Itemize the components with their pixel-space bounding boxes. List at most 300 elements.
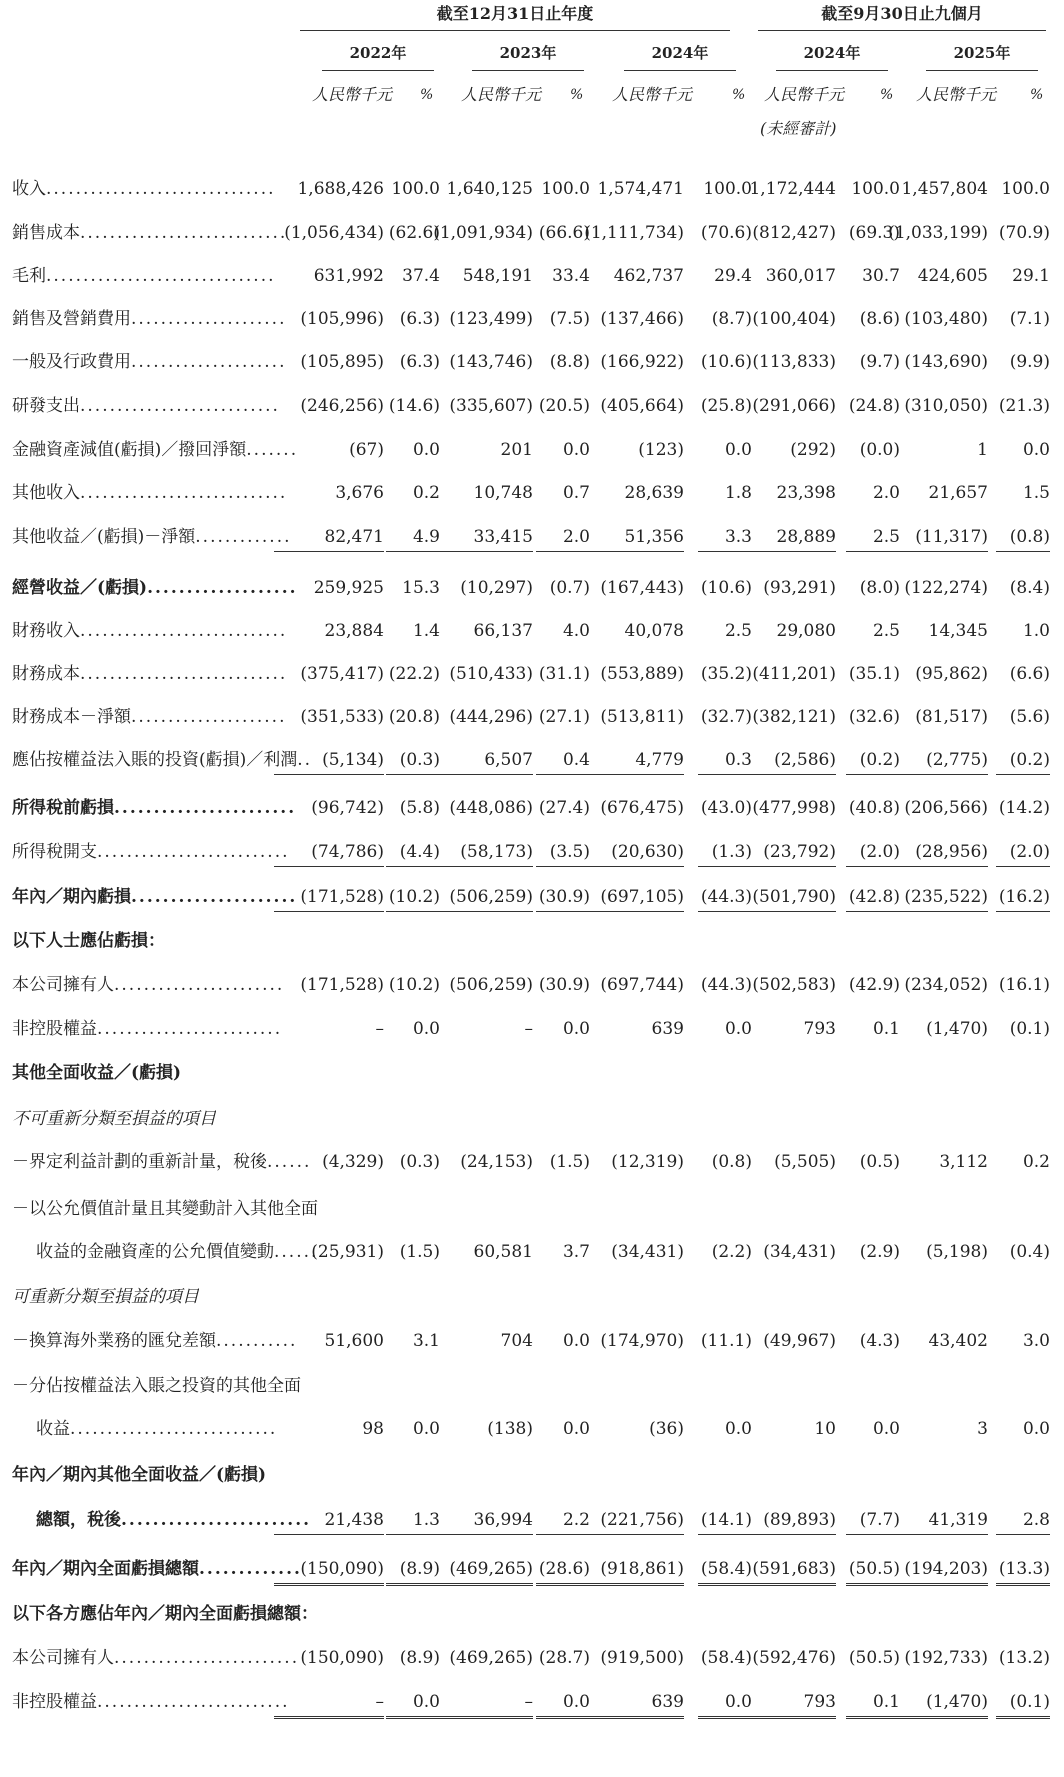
table-row — [0, 348, 1064, 376]
row-label — [12, 479, 287, 507]
leader-dots: ...... — [274, 1242, 319, 1262]
amount-cell: (143,690) — [904, 352, 988, 372]
percent-cell: (8.9) — [386, 1555, 440, 1586]
percent-cell: (8.9) — [399, 1648, 440, 1668]
percent-cell: 30.7 — [862, 266, 900, 286]
unit-header: 人民幣千元 — [312, 85, 393, 104]
amount-cell: 66,137 — [473, 621, 533, 641]
amount-cell: (96,742) — [311, 798, 384, 818]
percent-cell: (8.0) — [859, 578, 900, 598]
table-row — [0, 703, 1064, 731]
percent-cell: 0.0 — [724, 1019, 752, 1039]
amount-cell: 3,676 — [335, 483, 384, 503]
amount-cell: 1,574,471 — [597, 179, 684, 199]
row-label-text: －換算海外業務的匯兌差額 — [12, 1331, 216, 1351]
row-label-text: 財務收入 — [12, 621, 80, 641]
amount-cell: 36,994 — [423, 1506, 533, 1535]
row-label-text: 不可重新分類至損益的項目 — [12, 1109, 216, 1129]
percent-cell: (7.1) — [1009, 309, 1050, 329]
percent-cell: 37.4 — [402, 266, 440, 286]
percent-cell: (5.8) — [399, 798, 440, 818]
amount-cell: (150,090) — [274, 1555, 384, 1586]
amount-cell: 3 — [977, 1419, 988, 1439]
amount-cell: (122,274) — [904, 578, 988, 598]
percent-cell: (0.8) — [996, 523, 1050, 552]
row-label-text: 所得稅開支 — [12, 842, 97, 862]
amount-cell: (137,466) — [600, 309, 684, 329]
year-header: 2023年 — [499, 44, 557, 62]
amount-cell: (918,861) — [574, 1555, 684, 1586]
percent-cell: (6.3) — [399, 352, 440, 372]
row-label-text: 年內／期內虧損 — [12, 887, 131, 907]
leader-dots: ............. — [199, 1559, 302, 1579]
amount-cell: 1 — [977, 440, 988, 460]
percent-cell: (32.6) — [848, 707, 900, 727]
row-label-text: 非控股權益 — [12, 1692, 97, 1712]
row-label — [12, 1105, 216, 1133]
percent-cell: 0.0 — [536, 1688, 590, 1719]
row-label-text: 收益 — [36, 1419, 70, 1439]
amount-cell: (58,173) — [423, 838, 533, 867]
percent-cell: 100.0 — [541, 179, 590, 199]
amount-cell: (49,967) — [763, 1331, 836, 1351]
amount-cell: (113,833) — [752, 352, 836, 372]
amount-cell: 4,779 — [574, 746, 684, 775]
percent-cell: 0.0 — [412, 440, 440, 460]
row-label-text: 可重新分類至損益的項目 — [12, 1287, 199, 1307]
percent-cell: (27.1) — [538, 707, 590, 727]
percent-cell: (1.3) — [698, 838, 752, 867]
percent-cell: 100.0 — [1001, 179, 1050, 199]
percent-cell: (20.8) — [388, 707, 440, 727]
percent-cell: (1.5) — [549, 1152, 590, 1172]
amount-cell: – — [524, 1019, 533, 1039]
amount-cell: (235,522) — [878, 883, 988, 912]
amount-cell: (10,297) — [460, 578, 533, 598]
leader-dots: ............................... — [46, 266, 276, 286]
row-label — [12, 1688, 290, 1716]
amount-cell: 14,345 — [928, 621, 988, 641]
percent-cell: 2.2 — [536, 1506, 590, 1535]
amount-cell: (382,121) — [752, 707, 836, 727]
amount-cell: (513,811) — [600, 707, 684, 727]
percent-cell: (0.2) — [996, 746, 1050, 775]
row-label — [36, 1415, 277, 1443]
leader-dots: ........................ — [121, 1510, 312, 1530]
row-label — [12, 660, 287, 688]
amount-cell: (506,259) — [449, 975, 533, 995]
amount-cell: 793 — [726, 1688, 836, 1719]
table-row — [0, 219, 1064, 247]
amount-cell: 41,319 — [878, 1506, 988, 1535]
table-row — [0, 883, 1064, 911]
percent-cell: (42.8) — [846, 883, 900, 912]
unit-header: 人民幣千元 — [461, 85, 542, 104]
amount-cell: 28,889 — [726, 523, 836, 552]
amount-cell: (697,105) — [574, 883, 684, 912]
percent-cell: (32.7) — [700, 707, 752, 727]
row-label-text: 以下各方應佔年內／期內全面虧損總額： — [12, 1604, 318, 1624]
year-header: 2022年 — [349, 44, 407, 62]
percent-cell: (44.3) — [698, 883, 752, 912]
percent-cell: (8.4) — [1009, 578, 1050, 598]
row-label-text: 收入 — [12, 179, 46, 199]
header-nine-months: 截至9月30日止九個月 — [821, 4, 983, 23]
header-annual: 截至12月31日止年度 — [436, 4, 594, 23]
table-row — [0, 1415, 1064, 1443]
amount-cell: (36) — [649, 1419, 684, 1439]
amount-cell: 28,639 — [624, 483, 684, 503]
amount-cell: (123) — [638, 440, 684, 460]
percent-cell: 0.0 — [412, 1019, 440, 1039]
amount-cell: (510,433) — [449, 664, 533, 684]
leader-dots: ...... — [267, 1152, 312, 1172]
percent-cell: (70.9) — [998, 223, 1050, 243]
amount-cell: 21,657 — [928, 483, 988, 503]
amount-cell: – — [423, 1688, 533, 1719]
header-nine-months-rule — [758, 30, 1046, 31]
amount-cell: (123,499) — [449, 309, 533, 329]
percent-cell: 0.0 — [698, 1688, 752, 1719]
percent-cell: 0.0 — [1022, 440, 1050, 460]
year-header-rule — [322, 70, 434, 71]
row-label-text: 其他收益／(虧損)－淨額 — [12, 527, 196, 547]
percent-cell: (4.4) — [386, 838, 440, 867]
amount-cell: 793 — [803, 1019, 836, 1039]
row-label-text: 銷售及營銷費用 — [12, 309, 131, 329]
year-header: 2024年 — [803, 44, 861, 62]
row-label — [12, 1283, 199, 1311]
table-row — [0, 1015, 1064, 1043]
table-row — [0, 927, 1064, 955]
amount-cell: 60,581 — [473, 1242, 533, 1262]
percent-cell: 1.3 — [386, 1506, 440, 1535]
percent-cell: (0.0) — [859, 440, 900, 460]
percent-cell: (0.4) — [1009, 1242, 1050, 1262]
amount-cell: (676,475) — [600, 798, 684, 818]
amount-cell: (291,066) — [752, 396, 836, 416]
amount-cell: (2,586) — [726, 746, 836, 775]
percent-cell: (10.2) — [386, 883, 440, 912]
row-label — [12, 1644, 299, 1672]
amount-cell: 1,457,804 — [901, 179, 988, 199]
amount-cell: (81,517) — [915, 707, 988, 727]
percent-cell: (0.5) — [859, 1152, 900, 1172]
percent-cell: 100.0 — [391, 179, 440, 199]
table-row — [0, 305, 1064, 333]
row-label-text: 其他收入 — [12, 483, 80, 503]
amount-cell: (171,528) — [300, 975, 384, 995]
row-label — [12, 348, 286, 376]
percent-cell: (31.1) — [538, 664, 590, 684]
amount-cell: (1,033,199) — [888, 223, 988, 243]
amount-cell: (167,443) — [600, 578, 684, 598]
amount-cell: (221,756) — [574, 1506, 684, 1535]
amount-cell: (150,090) — [300, 1648, 384, 1668]
table-row — [0, 617, 1064, 645]
percent-cell: 33.4 — [552, 266, 590, 286]
table-row — [0, 479, 1064, 507]
row-label — [12, 838, 290, 866]
amount-cell: 704 — [500, 1331, 533, 1351]
percent-cell: 0.0 — [562, 1019, 590, 1039]
percent-cell: (8.6) — [859, 309, 900, 329]
amount-cell: 360,017 — [765, 266, 836, 286]
table-row — [0, 1644, 1064, 1672]
row-label-text: 其他全面收益／(虧損) — [12, 1063, 182, 1083]
amount-cell: 10 — [814, 1419, 836, 1439]
amount-cell: 259,925 — [313, 578, 384, 598]
percent-header: % — [732, 87, 746, 103]
row-label — [12, 1015, 282, 1043]
leader-dots: ..................... — [131, 352, 287, 372]
amount-cell: (206,566) — [904, 798, 988, 818]
percent-cell: (70.6) — [700, 223, 752, 243]
percent-cell: (2.9) — [859, 1242, 900, 1262]
year-header: 2025年 — [953, 44, 1011, 62]
percent-cell: 0.4 — [536, 746, 590, 775]
row-label — [12, 703, 286, 731]
amount-cell: (448,086) — [449, 798, 533, 818]
leader-dots: ..................... — [131, 309, 287, 329]
amount-cell: (501,790) — [726, 883, 836, 912]
percent-cell: (42.9) — [848, 975, 900, 995]
percent-cell: 29.4 — [714, 266, 752, 286]
percent-cell: (8.8) — [549, 352, 590, 372]
amount-cell: 98 — [362, 1419, 384, 1439]
percent-cell: (7.5) — [549, 309, 590, 329]
amount-cell: (506,259) — [423, 883, 533, 912]
row-label-text: 財務成本 — [12, 664, 80, 684]
percent-cell: (22.2) — [388, 664, 440, 684]
percent-cell: 0.1 — [872, 1019, 900, 1039]
row-label — [12, 175, 276, 203]
amount-cell: (74,786) — [274, 838, 384, 867]
amount-cell: (375,417) — [300, 664, 384, 684]
leader-dots: ............. — [195, 527, 292, 547]
percent-cell: (13.2) — [998, 1648, 1050, 1668]
row-label — [12, 1600, 318, 1628]
percent-cell: (10.6) — [700, 352, 752, 372]
leader-dots: ....................... — [114, 975, 285, 995]
amount-cell: (351,533) — [300, 707, 384, 727]
amount-cell: 40,078 — [624, 621, 684, 641]
percent-cell: (50.5) — [848, 1648, 900, 1668]
table-row — [0, 1105, 1064, 1133]
row-label-text: 應佔按權益法入賬的投資(虧損)／利潤 — [12, 750, 298, 770]
leader-dots: .......................... — [97, 1692, 290, 1712]
percent-cell: 3.1 — [412, 1331, 440, 1351]
amount-cell: (697,744) — [600, 975, 684, 995]
row-label — [12, 1148, 311, 1176]
amount-cell: 10,748 — [473, 483, 533, 503]
leader-dots: ....................... — [114, 798, 297, 818]
percent-cell: (2.2) — [711, 1242, 752, 1262]
row-label — [12, 971, 284, 999]
percent-cell: (35.1) — [848, 664, 900, 684]
amount-cell: 548,191 — [462, 266, 533, 286]
row-label-text: 總額，稅後 — [36, 1510, 121, 1530]
percent-cell: 0.0 — [1022, 1419, 1050, 1439]
row-label-text: 年內／期內全面虧損總額 — [12, 1559, 199, 1579]
row-label — [12, 219, 287, 247]
amount-cell: 631,992 — [313, 266, 384, 286]
row-label — [12, 1059, 181, 1087]
leader-dots: ................... — [147, 578, 298, 598]
percent-cell: (0.8) — [711, 1152, 752, 1172]
amount-cell: (138) — [487, 1419, 533, 1439]
percent-cell: (1.5) — [399, 1242, 440, 1262]
percent-cell: 0.2 — [412, 483, 440, 503]
amount-cell: – — [274, 1688, 384, 1719]
leader-dots: ........................... — [80, 396, 280, 416]
amount-cell: 639 — [651, 1019, 684, 1039]
table-row — [0, 1506, 1064, 1534]
row-label — [12, 927, 165, 955]
amount-cell: (192,733) — [904, 1648, 988, 1668]
table-row — [0, 262, 1064, 290]
amount-cell: (592,476) — [752, 1648, 836, 1668]
percent-cell: (16.1) — [998, 975, 1050, 995]
unit-header: 人民幣千元 — [764, 85, 845, 104]
amount-cell: 82,471 — [274, 523, 384, 552]
row-label-text: 金融資產減值(虧損)／撥回淨額 — [12, 440, 247, 460]
table-row — [0, 838, 1064, 866]
percent-cell: (14.1) — [698, 1506, 752, 1535]
table-row — [0, 1555, 1064, 1583]
percent-cell: (0.1) — [996, 1688, 1050, 1719]
row-label — [36, 1506, 311, 1534]
amount-cell: (5,505) — [774, 1152, 836, 1172]
leader-dots: ........... — [216, 1331, 298, 1351]
leader-dots: ..................... — [131, 707, 287, 727]
amount-cell: 201 — [500, 440, 533, 460]
percent-cell: (0.1) — [1009, 1019, 1050, 1039]
percent-cell: 0.0 — [412, 1419, 440, 1439]
amount-cell: (246,256) — [300, 396, 384, 416]
percent-cell: 1.0 — [1022, 621, 1050, 641]
amount-cell: (34,431) — [611, 1242, 684, 1262]
row-label-text: 以下人士應佔虧損： — [12, 931, 165, 951]
percent-cell: 3.0 — [1022, 1331, 1050, 1351]
amount-cell: (411,201) — [752, 664, 836, 684]
leader-dots: ............................ — [80, 664, 288, 684]
percent-cell: 0.0 — [562, 1331, 590, 1351]
percent-cell: (10.6) — [700, 578, 752, 598]
percent-cell: (28.6) — [536, 1555, 590, 1586]
percent-cell: (3.5) — [536, 838, 590, 867]
year-header-rule — [926, 70, 1038, 71]
amount-cell: (23,792) — [726, 838, 836, 867]
leader-dots: .. — [297, 750, 313, 770]
row-label — [12, 392, 280, 420]
amount-cell: (310,050) — [904, 396, 988, 416]
percent-cell: 4.9 — [386, 523, 440, 552]
amount-cell: (105,895) — [300, 352, 384, 372]
percent-cell: (2.0) — [846, 838, 900, 867]
amount-cell: 462,737 — [613, 266, 684, 286]
table-row — [0, 1283, 1064, 1311]
row-label — [12, 523, 292, 551]
percent-cell: (7.7) — [846, 1506, 900, 1535]
unit-header: 人民幣千元 — [612, 85, 693, 104]
row-label — [12, 574, 298, 602]
leader-dots: ............................... — [46, 179, 276, 199]
table-row — [0, 436, 1064, 464]
row-label — [12, 1555, 302, 1583]
amount-cell: (166,922) — [600, 352, 684, 372]
amount-cell: 639 — [574, 1688, 684, 1719]
percent-cell: 3.7 — [562, 1242, 590, 1262]
amount-cell: (444,296) — [449, 707, 533, 727]
unaudited-note: (未經審計) — [760, 119, 837, 138]
row-label — [12, 794, 296, 822]
amount-cell: (143,746) — [449, 352, 533, 372]
row-label-text: 經營收益／(虧損) — [12, 578, 148, 598]
amount-cell: (11,317) — [878, 523, 988, 552]
percent-cell: (30.9) — [538, 975, 590, 995]
percent-cell: 100.0 — [703, 179, 752, 199]
percent-cell: (58.4) — [700, 1648, 752, 1668]
year-header-rule — [472, 70, 584, 71]
table-row — [0, 746, 1064, 774]
table-row — [0, 1600, 1064, 1628]
leader-dots: ..................... — [131, 887, 298, 907]
amount-cell: (105,996) — [300, 309, 384, 329]
percent-cell: (66.6) — [538, 223, 590, 243]
amount-cell: 33,415 — [423, 523, 533, 552]
row-label-text: 銷售成本 — [12, 223, 80, 243]
row-label-text: 年內／期內其他全面收益／(虧損) — [12, 1465, 267, 1485]
percent-cell: (24.8) — [848, 396, 900, 416]
percent-cell: (44.3) — [700, 975, 752, 995]
row-label-text: 財務成本－淨額 — [12, 707, 131, 727]
amount-cell: (28,956) — [878, 838, 988, 867]
amount-cell: (477,998) — [752, 798, 836, 818]
amount-cell: 1,172,444 — [749, 179, 836, 199]
percent-cell: 1.8 — [724, 483, 752, 503]
amount-cell: (553,889) — [600, 664, 684, 684]
percent-cell: (0.7) — [549, 578, 590, 598]
leader-dots: ............................ — [80, 621, 288, 641]
amount-cell: (25,931) — [311, 1242, 384, 1262]
row-label — [12, 1195, 318, 1223]
percent-cell: 0.0 — [562, 1419, 590, 1439]
amount-cell: 51,600 — [324, 1331, 384, 1351]
percent-cell: (6.6) — [1009, 664, 1050, 684]
percent-cell: 1.4 — [412, 621, 440, 641]
leader-dots: ......................... — [114, 1648, 300, 1668]
row-label-text: 收益的金融資產的公允價值變動 — [36, 1242, 274, 1262]
year-header-rule — [776, 70, 888, 71]
amount-cell: (812,427) — [752, 223, 836, 243]
percent-cell: (14.2) — [998, 798, 1050, 818]
amount-cell: 424,605 — [917, 266, 988, 286]
percent-cell: 2.0 — [872, 483, 900, 503]
amount-cell: (24,153) — [460, 1152, 533, 1172]
row-label-text: 研發支出 — [12, 396, 80, 416]
percent-cell: (69.3) — [848, 223, 900, 243]
amount-cell: (93,291) — [763, 578, 836, 598]
amount-cell: 21,438 — [274, 1506, 384, 1535]
percent-cell: (50.5) — [846, 1555, 900, 1586]
leader-dots: ............................ — [80, 483, 288, 503]
amount-cell: 23,884 — [324, 621, 384, 641]
percent-cell: (0.2) — [846, 746, 900, 775]
leader-dots: ............................ — [80, 223, 288, 243]
percent-cell: (2.0) — [996, 838, 1050, 867]
percent-cell: 0.0 — [386, 1688, 440, 1719]
